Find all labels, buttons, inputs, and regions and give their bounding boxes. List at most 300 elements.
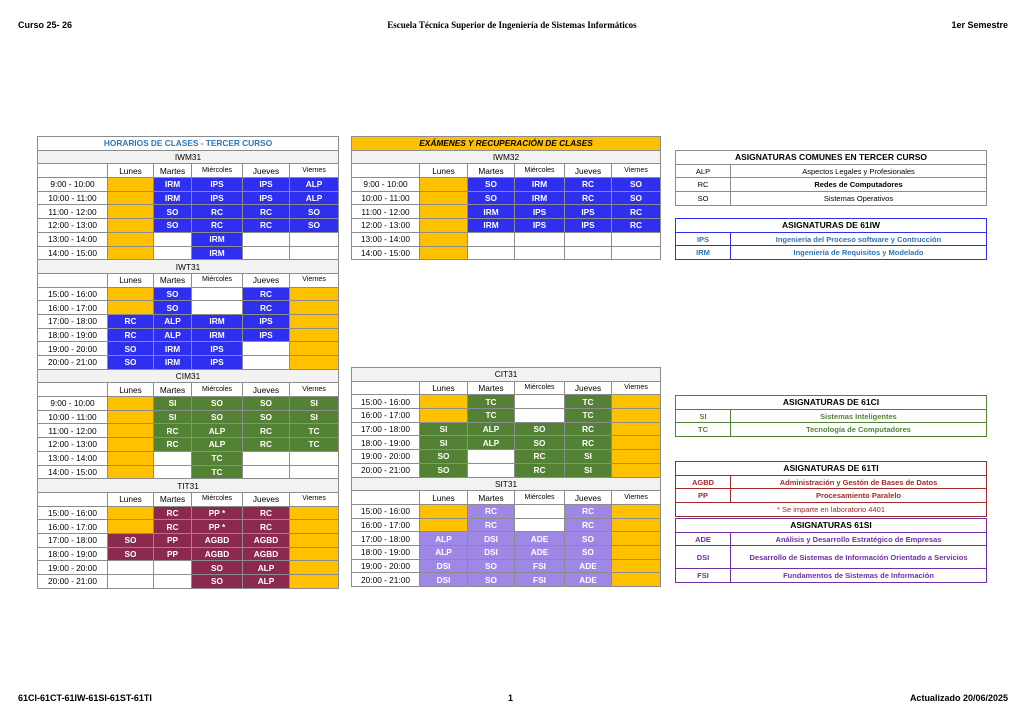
class-cell: SO (565, 545, 612, 559)
class-cell (243, 451, 290, 465)
table-row (352, 422, 661, 436)
class-cell: SI (290, 410, 339, 424)
table-row (38, 561, 339, 575)
class-cell: IRM (515, 191, 565, 205)
class-cell: RC (192, 219, 243, 233)
day-header: Lunes (420, 491, 468, 505)
class-cell: IRM (468, 205, 515, 219)
day-header: Miércoles (192, 164, 243, 178)
subject-name: Fundamentos de Sistemas de Información (731, 569, 987, 583)
class-cell (290, 451, 339, 465)
corner-cell (38, 383, 108, 397)
legend-row (676, 546, 987, 569)
class-cell: RC (243, 506, 290, 520)
time-slot: 14:00 - 15:00 (38, 246, 108, 260)
class-cell (108, 575, 154, 589)
table-row (352, 191, 661, 205)
class-cell (108, 561, 154, 575)
class-cell: SI (290, 397, 339, 411)
class-cell (420, 191, 468, 205)
class-cell (515, 518, 565, 532)
class-cell: PP (154, 533, 192, 547)
class-cell: RC (243, 219, 290, 233)
table-row (38, 314, 339, 328)
corner-cell (38, 164, 108, 178)
time-slot: 13:00 - 14:00 (38, 232, 108, 246)
time-slot: 17:00 - 18:00 (38, 314, 108, 328)
time-slot: 11:00 - 12:00 (38, 205, 108, 219)
class-cell: IRM (154, 178, 192, 192)
class-cell (108, 451, 154, 465)
day-header: Jueves (243, 273, 290, 287)
table-row (352, 219, 661, 233)
class-cell: TC (468, 395, 515, 409)
class-cell (243, 465, 290, 479)
day-header: Lunes (108, 164, 154, 178)
legend-title-row (676, 519, 987, 533)
class-cell: IPS (192, 356, 243, 370)
subject-code: AGBD (676, 475, 731, 489)
legend-common-subjects (675, 150, 987, 206)
time-slot: 14:00 - 15:00 (38, 465, 108, 479)
table-row (38, 342, 339, 356)
table-row (352, 246, 661, 260)
day-header: Miércoles (515, 491, 565, 505)
time-slot: 18:00 - 19:00 (38, 547, 108, 561)
legend-row (676, 569, 987, 583)
class-cell (468, 450, 515, 464)
class-cell (290, 575, 339, 589)
class-cell (420, 178, 468, 192)
class-cell (515, 246, 565, 260)
legend-note: * Se imparte en laboratorio 4401 (676, 503, 987, 517)
group-name: SIT31 (352, 477, 661, 491)
class-cell: RC (243, 287, 290, 301)
time-slot: 11:00 - 12:00 (352, 205, 420, 219)
class-cell: TC (565, 409, 612, 423)
class-cell: IPS (243, 314, 290, 328)
day-header: Lunes (108, 383, 154, 397)
class-cell (108, 301, 154, 315)
class-cell (290, 561, 339, 575)
time-slot: 9:00 - 10:00 (38, 397, 108, 411)
table-row (352, 409, 661, 423)
class-cell (108, 438, 154, 452)
class-cell: SO (468, 178, 515, 192)
table-row (352, 532, 661, 546)
subject-code: FSI (676, 569, 731, 583)
class-cell: RC (192, 205, 243, 219)
time-slot: 13:00 - 14:00 (352, 232, 420, 246)
class-cell (420, 409, 468, 423)
time-slot: 16:00 - 17:00 (38, 520, 108, 534)
class-cell: RC (243, 301, 290, 315)
class-cell: SO (565, 532, 612, 546)
class-cell: FSI (515, 559, 565, 573)
table-row (38, 178, 339, 192)
subject-name: Desarrollo de Sistemas de Información Orientado a Servicios (731, 546, 987, 569)
class-cell: SO (243, 410, 290, 424)
class-cell (468, 232, 515, 246)
time-slot: 20:00 - 21:00 (352, 463, 420, 477)
table-row (38, 547, 339, 561)
time-slot: 20:00 - 21:00 (352, 573, 420, 587)
class-cell: ADE (565, 559, 612, 573)
legend-title: ASIGNATURAS DE 61CI (676, 396, 987, 410)
class-cell: AGBD (192, 533, 243, 547)
day-header: Lunes (420, 381, 468, 395)
class-cell: ALP (420, 532, 468, 546)
time-slot: 19:00 - 20:00 (352, 450, 420, 464)
class-cell (192, 301, 243, 315)
class-cell: SI (154, 410, 192, 424)
legend-title-row (676, 219, 987, 233)
group-name: IWM31 (38, 150, 339, 164)
class-cell: ADE (515, 532, 565, 546)
time-slot: 16:00 - 17:00 (352, 518, 420, 532)
page-number: 1 (508, 693, 514, 703)
class-cell (154, 246, 192, 260)
legend-title: ASIGNATURAS 61SI (676, 519, 987, 533)
class-cell: SO (243, 397, 290, 411)
class-cell: SO (192, 410, 243, 424)
class-cell (108, 232, 154, 246)
class-cell: SO (108, 356, 154, 370)
subject-code: TC (676, 423, 731, 437)
table-row (352, 463, 661, 477)
subject-name: Sistemas Inteligentes (731, 409, 987, 423)
group-name-row (38, 479, 339, 493)
schedule-table-left (37, 136, 339, 589)
day-header-row (352, 491, 661, 505)
class-cell (243, 356, 290, 370)
legend-61si (675, 518, 987, 583)
corner-cell (38, 273, 108, 287)
degree-codes: 61CI-61CT-61IW-61SI-61ST-61TI (18, 693, 152, 703)
class-cell (612, 409, 661, 423)
class-cell: IPS (515, 205, 565, 219)
subject-name: Análisis y Desarrollo Estratégico de Empresas (731, 532, 987, 546)
subject-name: Procesamiento Paralelo (731, 489, 987, 503)
class-cell (243, 246, 290, 260)
class-cell: IPS (192, 178, 243, 192)
day-header: Lunes (420, 164, 468, 178)
day-header-row (38, 492, 339, 506)
subject-code: IPS (676, 232, 731, 246)
legend-title: ASIGNATURAS COMUNES EN TERCER CURSO (676, 151, 987, 165)
class-cell (468, 463, 515, 477)
class-cell: IPS (565, 205, 612, 219)
class-cell (420, 219, 468, 233)
class-cell: RC (612, 205, 661, 219)
table-row (38, 232, 339, 246)
group-name: IWT31 (38, 260, 339, 274)
exams-table (351, 136, 661, 260)
class-cell (108, 191, 154, 205)
class-cell (612, 395, 661, 409)
class-cell (468, 246, 515, 260)
time-slot: 10:00 - 11:00 (352, 191, 420, 205)
table-row (352, 436, 661, 450)
table-row (38, 246, 339, 260)
legend-row (676, 532, 987, 546)
class-cell: PP * (192, 520, 243, 534)
time-slot: 20:00 - 21:00 (38, 575, 108, 589)
class-cell: IPS (243, 191, 290, 205)
class-cell: IPS (515, 219, 565, 233)
class-cell (108, 506, 154, 520)
table-row (38, 520, 339, 534)
time-slot: 17:00 - 18:00 (352, 532, 420, 546)
class-cell: RC (565, 422, 612, 436)
class-cell (515, 504, 565, 518)
day-header: Miércoles (192, 383, 243, 397)
class-cell: AGBD (243, 547, 290, 561)
time-slot: 10:00 - 11:00 (38, 191, 108, 205)
class-cell: SO (290, 219, 339, 233)
class-cell: SO (154, 219, 192, 233)
time-slot: 9:00 - 10:00 (352, 178, 420, 192)
class-cell (192, 287, 243, 301)
subject-name: Tecnología de Computadores (731, 423, 987, 437)
time-slot: 12:00 - 13:00 (352, 219, 420, 233)
group-name-row (352, 150, 661, 164)
day-header: Jueves (243, 492, 290, 506)
class-cell: ALP (243, 561, 290, 575)
day-header: Lunes (108, 273, 154, 287)
time-slot: 16:00 - 17:00 (352, 409, 420, 423)
day-header: Jueves (243, 383, 290, 397)
class-cell: IPS (243, 328, 290, 342)
group-name-row (38, 150, 339, 164)
class-cell: IRM (192, 314, 243, 328)
class-cell (108, 424, 154, 438)
time-slot: 19:00 - 20:00 (352, 559, 420, 573)
subject-code: ADE (676, 532, 731, 546)
time-slot: 18:00 - 19:00 (352, 545, 420, 559)
class-cell: SO (515, 422, 565, 436)
class-cell: DSI (468, 532, 515, 546)
class-cell: RC (243, 424, 290, 438)
table-row (38, 465, 339, 479)
class-cell: IRM (515, 178, 565, 192)
class-cell (243, 232, 290, 246)
legend-title-row (676, 396, 987, 410)
class-cell: ALP (154, 314, 192, 328)
legend-title-row (676, 462, 987, 476)
class-cell (420, 518, 468, 532)
class-cell: SO (420, 450, 468, 464)
day-header: Martes (468, 164, 515, 178)
class-cell (108, 410, 154, 424)
class-cell (612, 545, 661, 559)
table-row (352, 205, 661, 219)
class-cell: RC (154, 506, 192, 520)
class-cell (612, 232, 661, 246)
updated-date: Actualizado 20/06/2025 (909, 693, 1008, 703)
corner-cell (352, 164, 420, 178)
class-cell (108, 246, 154, 260)
class-cell (290, 533, 339, 547)
time-slot: 11:00 - 12:00 (38, 424, 108, 438)
legend-row (676, 164, 987, 178)
class-cell: DSI (468, 545, 515, 559)
class-cell: SO (612, 191, 661, 205)
group-name: CIT31 (352, 368, 661, 382)
subject-name: Sistemas Operativos (731, 192, 987, 206)
class-cell: SO (154, 205, 192, 219)
class-cell: IRM (192, 232, 243, 246)
class-cell: SO (468, 559, 515, 573)
class-cell (612, 436, 661, 450)
class-cell (612, 559, 661, 573)
class-cell (108, 397, 154, 411)
class-cell: ALP (154, 328, 192, 342)
subject-code: RC (676, 178, 731, 192)
class-cell (154, 575, 192, 589)
class-cell (154, 465, 192, 479)
table-row (38, 451, 339, 465)
legend-61ti (675, 461, 987, 517)
day-header: Viernes (290, 492, 339, 506)
group-name: CIM31 (38, 369, 339, 383)
class-cell: SO (108, 547, 154, 561)
class-cell: PP (154, 547, 192, 561)
group-name-row (38, 369, 339, 383)
table-title: EXÁMENES Y RECUPERACIÓN DE CLASES (352, 137, 661, 151)
table-row (38, 219, 339, 233)
class-cell (290, 301, 339, 315)
table-row (38, 410, 339, 424)
class-cell: RC (154, 520, 192, 534)
class-cell (108, 287, 154, 301)
class-cell: SO (108, 533, 154, 547)
day-header: Jueves (565, 491, 612, 505)
class-cell: ALP (192, 424, 243, 438)
table-row (352, 545, 661, 559)
class-cell: SO (468, 191, 515, 205)
class-cell: SO (515, 436, 565, 450)
class-cell: TC (290, 424, 339, 438)
class-cell: IRM (154, 342, 192, 356)
class-cell (515, 395, 565, 409)
class-cell: TC (192, 451, 243, 465)
group-name: IWM32 (352, 150, 661, 164)
class-cell (290, 342, 339, 356)
table-title-row (352, 137, 661, 151)
corner-cell (38, 492, 108, 506)
class-cell (154, 232, 192, 246)
time-slot: 15:00 - 16:00 (352, 395, 420, 409)
subject-code: PP (676, 489, 731, 503)
table-row (38, 301, 339, 315)
class-cell: IPS (565, 219, 612, 233)
day-header: Miércoles (515, 164, 565, 178)
class-cell: IPS (192, 191, 243, 205)
table-row (38, 191, 339, 205)
subject-code: ALP (676, 164, 731, 178)
subject-code: SI (676, 409, 731, 423)
legend-row (676, 423, 987, 437)
class-cell: DSI (420, 573, 468, 587)
table-row (352, 395, 661, 409)
class-cell: RC (468, 518, 515, 532)
class-cell: RC (154, 438, 192, 452)
day-header: Viernes (290, 164, 339, 178)
class-cell: ALP (243, 575, 290, 589)
class-cell: DSI (420, 559, 468, 573)
class-cell: PP * (192, 506, 243, 520)
time-slot: 19:00 - 20:00 (38, 561, 108, 575)
time-slot: 15:00 - 16:00 (38, 287, 108, 301)
subject-name: Administración y Gestón de Bases de Datos (731, 475, 987, 489)
subject-name: Ingeniería del Proceso software y Contrucción (731, 232, 987, 246)
class-cell (420, 205, 468, 219)
class-cell: SO (290, 205, 339, 219)
subject-name: Aspectos Legales y Profesionales (731, 164, 987, 178)
legend-row (676, 232, 987, 246)
class-cell: RC (565, 504, 612, 518)
class-cell (612, 463, 661, 477)
group-name-row (352, 368, 661, 382)
class-cell (612, 450, 661, 464)
table-row (38, 533, 339, 547)
day-header: Martes (468, 381, 515, 395)
day-header: Jueves (565, 381, 612, 395)
class-cell: SO (192, 397, 243, 411)
table-row (38, 506, 339, 520)
class-cell: SI (565, 450, 612, 464)
class-cell: IRM (468, 219, 515, 233)
class-cell: SI (154, 397, 192, 411)
class-cell (108, 520, 154, 534)
time-slot: 16:00 - 17:00 (38, 301, 108, 315)
table-row (38, 356, 339, 370)
class-cell (154, 561, 192, 575)
class-cell: IPS (192, 342, 243, 356)
class-cell: SO (192, 575, 243, 589)
class-cell: RC (515, 463, 565, 477)
table-title-row (38, 137, 339, 151)
day-header: Martes (468, 491, 515, 505)
class-cell: ALP (290, 178, 339, 192)
day-header-row (38, 273, 339, 287)
time-slot: 17:00 - 18:00 (352, 422, 420, 436)
legend-row (676, 489, 987, 503)
class-cell: SO (612, 178, 661, 192)
legend-title: ASIGNATURAS DE 61IW (676, 219, 987, 233)
corner-cell (352, 491, 420, 505)
group-name: TIT31 (38, 479, 339, 493)
class-cell (290, 232, 339, 246)
day-header: Jueves (565, 164, 612, 178)
class-cell: ADE (565, 573, 612, 587)
day-header-row (38, 383, 339, 397)
day-header: Viernes (290, 273, 339, 287)
day-header: Martes (154, 164, 192, 178)
class-cell (420, 395, 468, 409)
class-cell (515, 232, 565, 246)
class-cell: RC (565, 178, 612, 192)
class-cell: RC (154, 424, 192, 438)
class-cell (420, 232, 468, 246)
time-slot: 18:00 - 19:00 (352, 436, 420, 450)
class-cell: SO (468, 573, 515, 587)
class-cell (154, 451, 192, 465)
day-header: Miércoles (515, 381, 565, 395)
table-row (352, 232, 661, 246)
class-cell (612, 573, 661, 587)
